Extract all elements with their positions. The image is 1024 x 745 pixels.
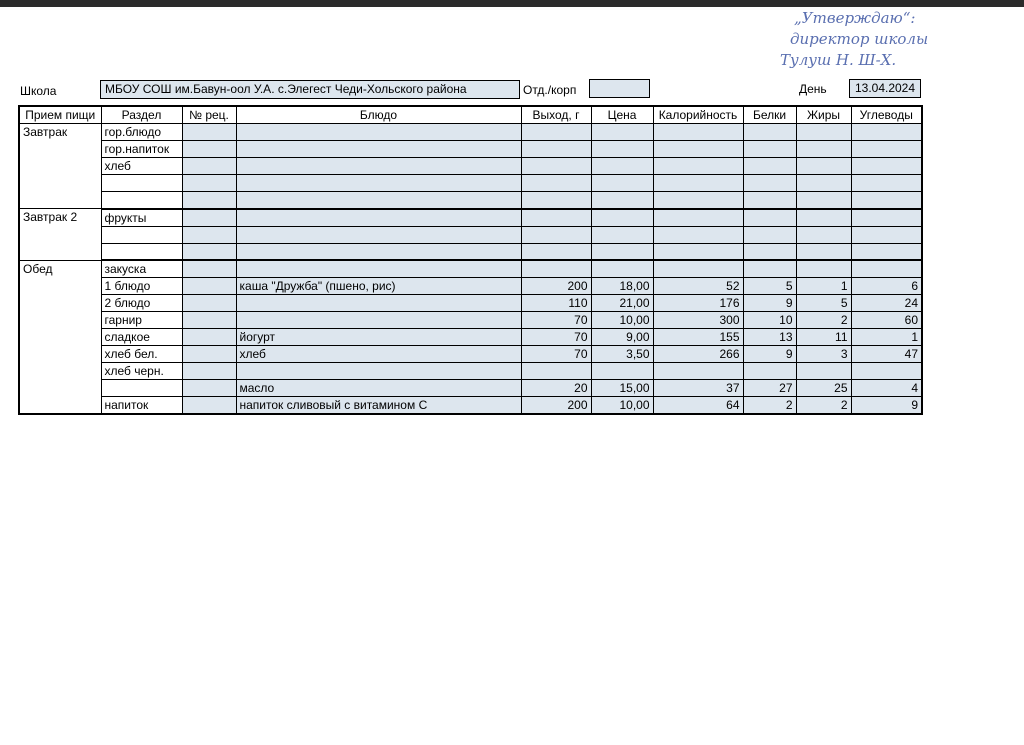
meal-name-cell: Обед	[19, 260, 101, 414]
recipe-cell	[182, 397, 236, 415]
table-row	[19, 243, 922, 260]
yield-cell	[521, 209, 591, 227]
kcal-cell: 300	[653, 312, 743, 329]
yield-cell	[521, 124, 591, 141]
price-cell	[591, 141, 653, 158]
yield-cell	[521, 260, 591, 278]
kcal-cell	[653, 209, 743, 227]
table-header-row	[19, 106, 922, 124]
protein-cell	[743, 363, 796, 380]
section-cell: напиток	[101, 397, 182, 415]
table-row	[19, 175, 922, 192]
table-row	[19, 363, 922, 380]
recipe-cell	[182, 209, 236, 227]
kcal-cell: 266	[653, 346, 743, 363]
section-cell: 1 блюдо	[101, 278, 182, 295]
protein-cell	[743, 124, 796, 141]
table-row	[19, 397, 922, 415]
table-row	[19, 346, 922, 363]
dish-cell	[236, 260, 521, 278]
price-cell	[591, 209, 653, 227]
fat-cell	[796, 243, 851, 260]
col-header: Белки	[743, 106, 796, 124]
dish-cell	[236, 209, 521, 227]
recipe-cell	[182, 363, 236, 380]
protein-cell	[743, 260, 796, 278]
col-header: Блюдо	[236, 106, 521, 124]
fat-cell	[796, 192, 851, 209]
dish-cell	[236, 192, 521, 209]
dish-cell	[236, 226, 521, 243]
protein-cell	[743, 243, 796, 260]
kcal-cell	[653, 141, 743, 158]
recipe-cell	[182, 329, 236, 346]
carbs-cell	[851, 175, 922, 192]
kcal-cell	[653, 124, 743, 141]
recipe-cell	[182, 312, 236, 329]
kcal-cell: 155	[653, 329, 743, 346]
recipe-cell	[182, 295, 236, 312]
fat-cell	[796, 260, 851, 278]
dish-cell: йогурт	[236, 329, 521, 346]
meal-name-cell: Завтрак	[19, 124, 101, 209]
col-header: Прием пищи	[19, 106, 101, 124]
price-cell	[591, 175, 653, 192]
table-row	[19, 295, 922, 312]
dish-cell	[236, 312, 521, 329]
protein-cell: 10	[743, 312, 796, 329]
dish-cell	[236, 175, 521, 192]
yield-cell	[521, 141, 591, 158]
dish-cell: масло	[236, 380, 521, 397]
protein-cell	[743, 192, 796, 209]
fat-cell: 1	[796, 278, 851, 295]
section-cell: фрукты	[101, 209, 182, 227]
section-cell: сладкое	[101, 329, 182, 346]
kcal-cell	[653, 363, 743, 380]
dish-cell	[236, 158, 521, 175]
dish-cell: хлеб	[236, 346, 521, 363]
dish-cell: напиток сливовый с витамином С	[236, 397, 521, 415]
table-row	[19, 124, 922, 141]
dish-cell	[236, 295, 521, 312]
protein-cell: 13	[743, 329, 796, 346]
price-cell	[591, 243, 653, 260]
fat-cell	[796, 226, 851, 243]
protein-cell: 9	[743, 346, 796, 363]
dept-field	[589, 79, 650, 98]
price-cell	[591, 260, 653, 278]
recipe-cell	[182, 158, 236, 175]
recipe-cell	[182, 141, 236, 158]
col-header: Выход, г	[521, 106, 591, 124]
approval-line-2: директор школы	[790, 30, 929, 48]
fat-cell: 3	[796, 346, 851, 363]
table-row	[19, 380, 922, 397]
carbs-cell	[851, 124, 922, 141]
dish-cell	[236, 141, 521, 158]
yield-cell: 70	[521, 312, 591, 329]
price-cell: 10,00	[591, 312, 653, 329]
approval-signature	[780, 8, 980, 78]
section-cell: хлеб черн.	[101, 363, 182, 380]
fat-cell	[796, 363, 851, 380]
recipe-cell	[182, 346, 236, 363]
protein-cell	[743, 209, 796, 227]
fat-cell	[796, 124, 851, 141]
fat-cell	[796, 175, 851, 192]
price-cell: 9,00	[591, 329, 653, 346]
section-cell: закуска	[101, 260, 182, 278]
yield-cell	[521, 175, 591, 192]
kcal-cell: 64	[653, 397, 743, 415]
table-row	[19, 158, 922, 175]
table-row	[19, 312, 922, 329]
carbs-cell: 24	[851, 295, 922, 312]
price-cell	[591, 363, 653, 380]
kcal-cell	[653, 260, 743, 278]
section-cell: гарнир	[101, 312, 182, 329]
carbs-cell	[851, 226, 922, 243]
carbs-cell: 1	[851, 329, 922, 346]
col-header: Калорийность	[653, 106, 743, 124]
carbs-cell	[851, 192, 922, 209]
fat-cell: 2	[796, 312, 851, 329]
yield-cell	[521, 226, 591, 243]
yield-cell	[521, 363, 591, 380]
table-row	[19, 226, 922, 243]
kcal-cell	[653, 226, 743, 243]
protein-cell	[743, 158, 796, 175]
date-field: 13.04.2024	[849, 79, 921, 98]
section-cell: гор.напиток	[101, 141, 182, 158]
carbs-cell	[851, 141, 922, 158]
col-header: № рец.	[182, 106, 236, 124]
menu-table	[18, 105, 923, 415]
protein-cell: 5	[743, 278, 796, 295]
table-row	[19, 329, 922, 346]
protein-cell	[743, 226, 796, 243]
recipe-cell	[182, 192, 236, 209]
fat-cell	[796, 209, 851, 227]
carbs-cell	[851, 209, 922, 227]
approval-line-1: „Утверждаю“:	[794, 9, 916, 27]
section-cell	[101, 192, 182, 209]
yield-cell: 20	[521, 380, 591, 397]
price-cell: 15,00	[591, 380, 653, 397]
price-cell: 21,00	[591, 295, 653, 312]
recipe-cell	[182, 226, 236, 243]
section-cell: хлеб бел.	[101, 346, 182, 363]
dish-cell	[236, 124, 521, 141]
yield-cell: 110	[521, 295, 591, 312]
yield-cell: 70	[521, 329, 591, 346]
section-cell: гор.блюдо	[101, 124, 182, 141]
fat-cell	[796, 158, 851, 175]
yield-cell: 200	[521, 278, 591, 295]
recipe-cell	[182, 278, 236, 295]
fat-cell: 2	[796, 397, 851, 415]
dish-cell	[236, 243, 521, 260]
col-header: Жиры	[796, 106, 851, 124]
section-cell	[101, 380, 182, 397]
day-label: День	[799, 82, 827, 96]
kcal-cell: 37	[653, 380, 743, 397]
kcal-cell: 52	[653, 278, 743, 295]
section-cell: хлеб	[101, 158, 182, 175]
kcal-cell: 176	[653, 295, 743, 312]
carbs-cell	[851, 363, 922, 380]
carbs-cell: 47	[851, 346, 922, 363]
carbs-cell: 4	[851, 380, 922, 397]
section-cell	[101, 226, 182, 243]
col-header: Углеводы	[851, 106, 922, 124]
recipe-cell	[182, 260, 236, 278]
protein-cell	[743, 141, 796, 158]
kcal-cell	[653, 175, 743, 192]
recipe-cell	[182, 380, 236, 397]
price-cell	[591, 192, 653, 209]
approval-line-3: Тулуш Н. Ш-Х.	[780, 51, 897, 69]
price-cell: 3,50	[591, 346, 653, 363]
yield-cell	[521, 243, 591, 260]
yield-cell: 200	[521, 397, 591, 415]
carbs-cell: 6	[851, 278, 922, 295]
scan-top-edge	[0, 0, 1024, 7]
dept-label: Отд./корп	[523, 83, 577, 97]
carbs-cell	[851, 158, 922, 175]
fat-cell: 11	[796, 329, 851, 346]
recipe-cell	[182, 243, 236, 260]
school-label: Школа	[20, 84, 57, 98]
kcal-cell	[653, 243, 743, 260]
price-cell	[591, 158, 653, 175]
fat-cell	[796, 141, 851, 158]
protein-cell: 9	[743, 295, 796, 312]
kcal-cell	[653, 192, 743, 209]
school-name-field: МБОУ СОШ им.Бавун-оол У.А. с.Элегест Чеди-Хольского района	[100, 80, 520, 99]
table-row	[19, 192, 922, 209]
price-cell: 10,00	[591, 397, 653, 415]
protein-cell	[743, 175, 796, 192]
section-cell: 2 блюдо	[101, 295, 182, 312]
carbs-cell	[851, 260, 922, 278]
table-row	[19, 260, 922, 278]
section-cell	[101, 243, 182, 260]
fat-cell: 5	[796, 295, 851, 312]
dish-cell	[236, 363, 521, 380]
kcal-cell	[653, 158, 743, 175]
carbs-cell	[851, 243, 922, 260]
recipe-cell	[182, 124, 236, 141]
table-row	[19, 141, 922, 158]
yield-cell: 70	[521, 346, 591, 363]
dish-cell: каша "Дружба" (пшено, рис)	[236, 278, 521, 295]
price-cell	[591, 226, 653, 243]
price-cell: 18,00	[591, 278, 653, 295]
recipe-cell	[182, 175, 236, 192]
yield-cell	[521, 158, 591, 175]
protein-cell: 2	[743, 397, 796, 415]
table-row	[19, 209, 922, 227]
col-header: Раздел	[101, 106, 182, 124]
yield-cell	[521, 192, 591, 209]
carbs-cell: 9	[851, 397, 922, 415]
meal-name-cell: Завтрак 2	[19, 209, 101, 261]
protein-cell: 27	[743, 380, 796, 397]
carbs-cell: 60	[851, 312, 922, 329]
section-cell	[101, 175, 182, 192]
table-row	[19, 278, 922, 295]
col-header: Цена	[591, 106, 653, 124]
fat-cell: 25	[796, 380, 851, 397]
price-cell	[591, 124, 653, 141]
